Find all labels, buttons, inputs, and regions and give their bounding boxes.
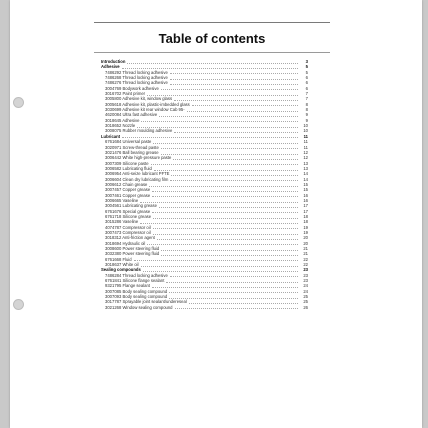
toc-entry-label: Adhesive: [101, 64, 120, 70]
toc-page-number: 11: [303, 133, 308, 139]
dot-leader: [189, 300, 298, 304]
toc-entry-label: 3007473 Compressor oil: [105, 230, 151, 235]
dot-leader: [157, 236, 298, 240]
page-title: Table of contents: [158, 31, 266, 46]
toc-entry-label: 3018652 Nozzle: [105, 123, 136, 129]
toc-entry-label: Sealing compounds: [101, 267, 141, 273]
toc-entry-label: 3006665 Vaseline: [105, 197, 139, 203]
toc-page-number: 11: [303, 139, 308, 145]
toc-entry-label: 3006604 Clean dry lubricating film: [105, 176, 169, 182]
toc-section[interactable]: [101, 59, 308, 64]
toc-entry-label: 3006582 Lubricating fluid: [105, 165, 152, 171]
toc-entry-label: 3021268 Window sealing compound: [105, 304, 173, 310]
toc-page-number: 23: [303, 278, 308, 284]
toc-entry-label: 3005800 Adhesive kit, window glass: [105, 96, 173, 102]
toc-page-number: 10: [303, 123, 308, 129]
toc-entry-label: 4620084 Ultra fast adhesive: [105, 112, 158, 118]
toc-page-number: 9: [305, 112, 308, 118]
toc-entry-label: 3032380 Power steering fluid: [105, 251, 160, 257]
dot-leader: [154, 167, 298, 171]
dot-leader: [147, 92, 298, 96]
dot-leader: [153, 225, 298, 229]
toc-entry-label: 3018312 Anti-friction agent: [105, 235, 155, 241]
toc-entry-label: Introduction: [101, 59, 126, 64]
toc-entry-label: 3018694 Hydraulic oil: [105, 240, 146, 246]
dot-leader: [170, 81, 298, 85]
toc-entry[interactable]: [101, 128, 308, 133]
dot-leader: [153, 215, 298, 219]
toc-page-number: 13: [303, 165, 308, 171]
binder-hole: [13, 299, 24, 310]
dot-leader: [151, 161, 298, 165]
toc-page-number: 17: [303, 203, 308, 209]
toc-page-number: 26: [303, 304, 308, 310]
toc-page-number: 21: [303, 246, 308, 252]
toc-entry-label: 3018645 Adhesive: [105, 117, 140, 123]
dot-leader: [140, 199, 298, 203]
toc-entry-label: 3007457 Copper grease: [105, 187, 151, 193]
toc-page-number: 24: [303, 283, 308, 289]
toc-page-number: 15: [303, 187, 308, 193]
toc-page-number: 14: [303, 176, 308, 182]
toc-entry-label: 6761668 Fluid: [105, 256, 132, 262]
dot-leader: [174, 129, 298, 133]
toc-entry-label: 3007085 Body sealing compound: [105, 288, 168, 294]
toc-entry-label: 6761676 Special grease: [105, 208, 151, 214]
dot-leader: [170, 177, 298, 181]
toc-page-number: 25: [303, 299, 308, 305]
toc-entry-label: 3006612 Chain grease: [105, 181, 148, 187]
toc-entry-label: 3030699 Adhesive kit rear window Cab 95-: [105, 107, 185, 113]
toc-page-number: 24: [303, 288, 308, 294]
toc-entry-label: 3006442 White high-pressure paste: [105, 155, 172, 161]
toc-entry[interactable]: [101, 251, 308, 256]
toc-page-number: 16: [303, 197, 308, 203]
toc-page-number: 12: [303, 155, 308, 161]
dot-leader: [140, 220, 298, 224]
toc-entry-label: 3005618 Adhesive kit, plastic-imbedded glass: [105, 101, 190, 107]
dot-leader: [127, 60, 298, 64]
toc-entry-label: 9321795 Flange sealant: [105, 283, 150, 289]
toc-page-number: 19: [303, 230, 308, 235]
toc-entry-label: 4074787 Compressor oil: [105, 224, 151, 230]
toc-page-number: 22: [303, 262, 308, 268]
toc-page-number: 18: [303, 219, 308, 225]
toc-page-number: 5: [305, 64, 308, 70]
dot-leader: [161, 252, 298, 256]
toc-entry-label: 7486268 Thread locking adhesive: [105, 75, 168, 81]
toc-entry-label: 3007309 Silicone paste: [105, 160, 149, 166]
toc-page-number: 18: [303, 213, 308, 219]
toc-page-number: 5: [305, 69, 308, 75]
toc-page-number: 6: [305, 85, 308, 91]
toc-page-number: 23: [303, 272, 308, 278]
dot-leader: [143, 268, 298, 272]
dot-leader: [152, 188, 298, 192]
toc-page-number: 22: [303, 256, 308, 262]
toc-entry-label: 3020971 Screw-thread paste: [105, 144, 159, 150]
toc-page-number: 13: [303, 160, 308, 166]
dot-leader: [175, 305, 298, 309]
toc-entry-label: 3021476 Ball bearing grease: [105, 149, 159, 155]
toc-page-number: 11: [303, 144, 308, 150]
header-rule: [94, 22, 330, 23]
document-page: [10, 0, 422, 428]
toc-entry-label: 7486276 Thread locking adhesive: [105, 80, 168, 86]
toc-entry-label: 3015286 Vaseline: [105, 219, 139, 225]
dot-leader: [137, 124, 298, 128]
dot-leader: [152, 284, 298, 288]
toc-entry-label: 6761684 Universal paste: [105, 139, 152, 145]
toc-page-number: 3: [305, 59, 308, 64]
toc-entry-label: 3008075 Rubber moulding adhesive: [105, 128, 173, 134]
dot-leader: [134, 257, 298, 261]
toc-page-number: 6: [305, 80, 308, 86]
toc-entry-label: 3006954 Anti-seize lubricant PFTE: [105, 171, 170, 177]
dot-leader: [159, 113, 298, 117]
dot-leader: [149, 183, 298, 187]
toc-entry-label: 6761841 Silicone flange sealant: [105, 278, 165, 284]
dot-leader: [174, 97, 298, 101]
dot-leader: [153, 231, 298, 235]
toc-entry-label: 3017787 Sprayable joint sealant/undereseal: [105, 299, 187, 305]
dot-leader: [141, 263, 298, 267]
toc-page-number: 21: [303, 251, 308, 257]
toc-entry-label: 7486284 Thread locking adhesive: [105, 272, 168, 278]
toc-entry-label: 3018637 White oil: [105, 262, 139, 268]
toc-entry-label: 7486292 Thread locking adhesive: [105, 69, 168, 75]
dot-leader: [147, 241, 298, 245]
toc-page-number: 25: [303, 294, 308, 300]
dot-leader: [170, 70, 298, 74]
toc-entry[interactable]: [101, 305, 308, 310]
toc-page-number: 14: [303, 171, 308, 177]
toc-entry-label: 3007093 Body sealing compound: [105, 294, 168, 300]
dot-leader: [166, 279, 298, 283]
toc-entry-label: 3004769 Bodywork adhesive: [105, 85, 159, 91]
dot-leader: [161, 247, 298, 251]
dot-leader: [170, 76, 298, 80]
dot-leader: [122, 134, 298, 138]
toc-page-number: 17: [303, 208, 308, 214]
toc-page-number: 20: [303, 240, 308, 246]
dot-leader: [161, 151, 298, 155]
dot-leader: [192, 102, 298, 106]
dot-leader: [161, 145, 298, 149]
toc-page-number: 16: [303, 192, 308, 198]
dot-leader: [152, 193, 298, 197]
dot-leader: [141, 118, 298, 122]
toc-page-number: 19: [303, 224, 308, 230]
toc-page-number: 6: [305, 75, 308, 81]
title-rule: [94, 52, 330, 53]
dot-leader: [169, 295, 298, 299]
toc-page-number: 15: [303, 181, 308, 187]
dot-leader: [152, 209, 298, 213]
dot-leader: [170, 273, 298, 277]
toc-entry-label: 3004561 Lubricating grease: [105, 203, 157, 209]
dot-leader: [159, 204, 298, 208]
toc-entry-label: 3007461 Copper grease: [105, 192, 151, 198]
binder-hole: [13, 97, 24, 108]
dot-leader: [173, 156, 298, 160]
toc-entry-label: 3016702 Paint primer: [105, 91, 146, 97]
dot-leader: [171, 172, 298, 176]
table-of-contents: [101, 59, 308, 310]
toc-page-number: 7: [305, 91, 308, 97]
toc-page-number: 12: [303, 149, 308, 155]
toc-page-number: 23: [303, 267, 308, 273]
toc-page-number: 20: [303, 235, 308, 241]
dot-leader: [122, 65, 298, 69]
toc-entry-label: 6761718 Silicone grease: [105, 213, 152, 219]
toc-entry-label: Lubricant: [101, 133, 121, 139]
toc-page-number: 8: [305, 107, 308, 113]
toc-entry-label: 3008600 Power steering fluid: [105, 246, 160, 252]
toc-page-number: 10: [303, 128, 308, 134]
toc-page-number: 7: [305, 96, 308, 102]
dot-leader: [161, 86, 298, 90]
dot-leader: [187, 108, 298, 112]
dot-leader: [153, 140, 298, 144]
toc-page-number: 9: [305, 117, 308, 123]
dot-leader: [169, 289, 298, 293]
toc-page-number: 8: [305, 101, 308, 107]
